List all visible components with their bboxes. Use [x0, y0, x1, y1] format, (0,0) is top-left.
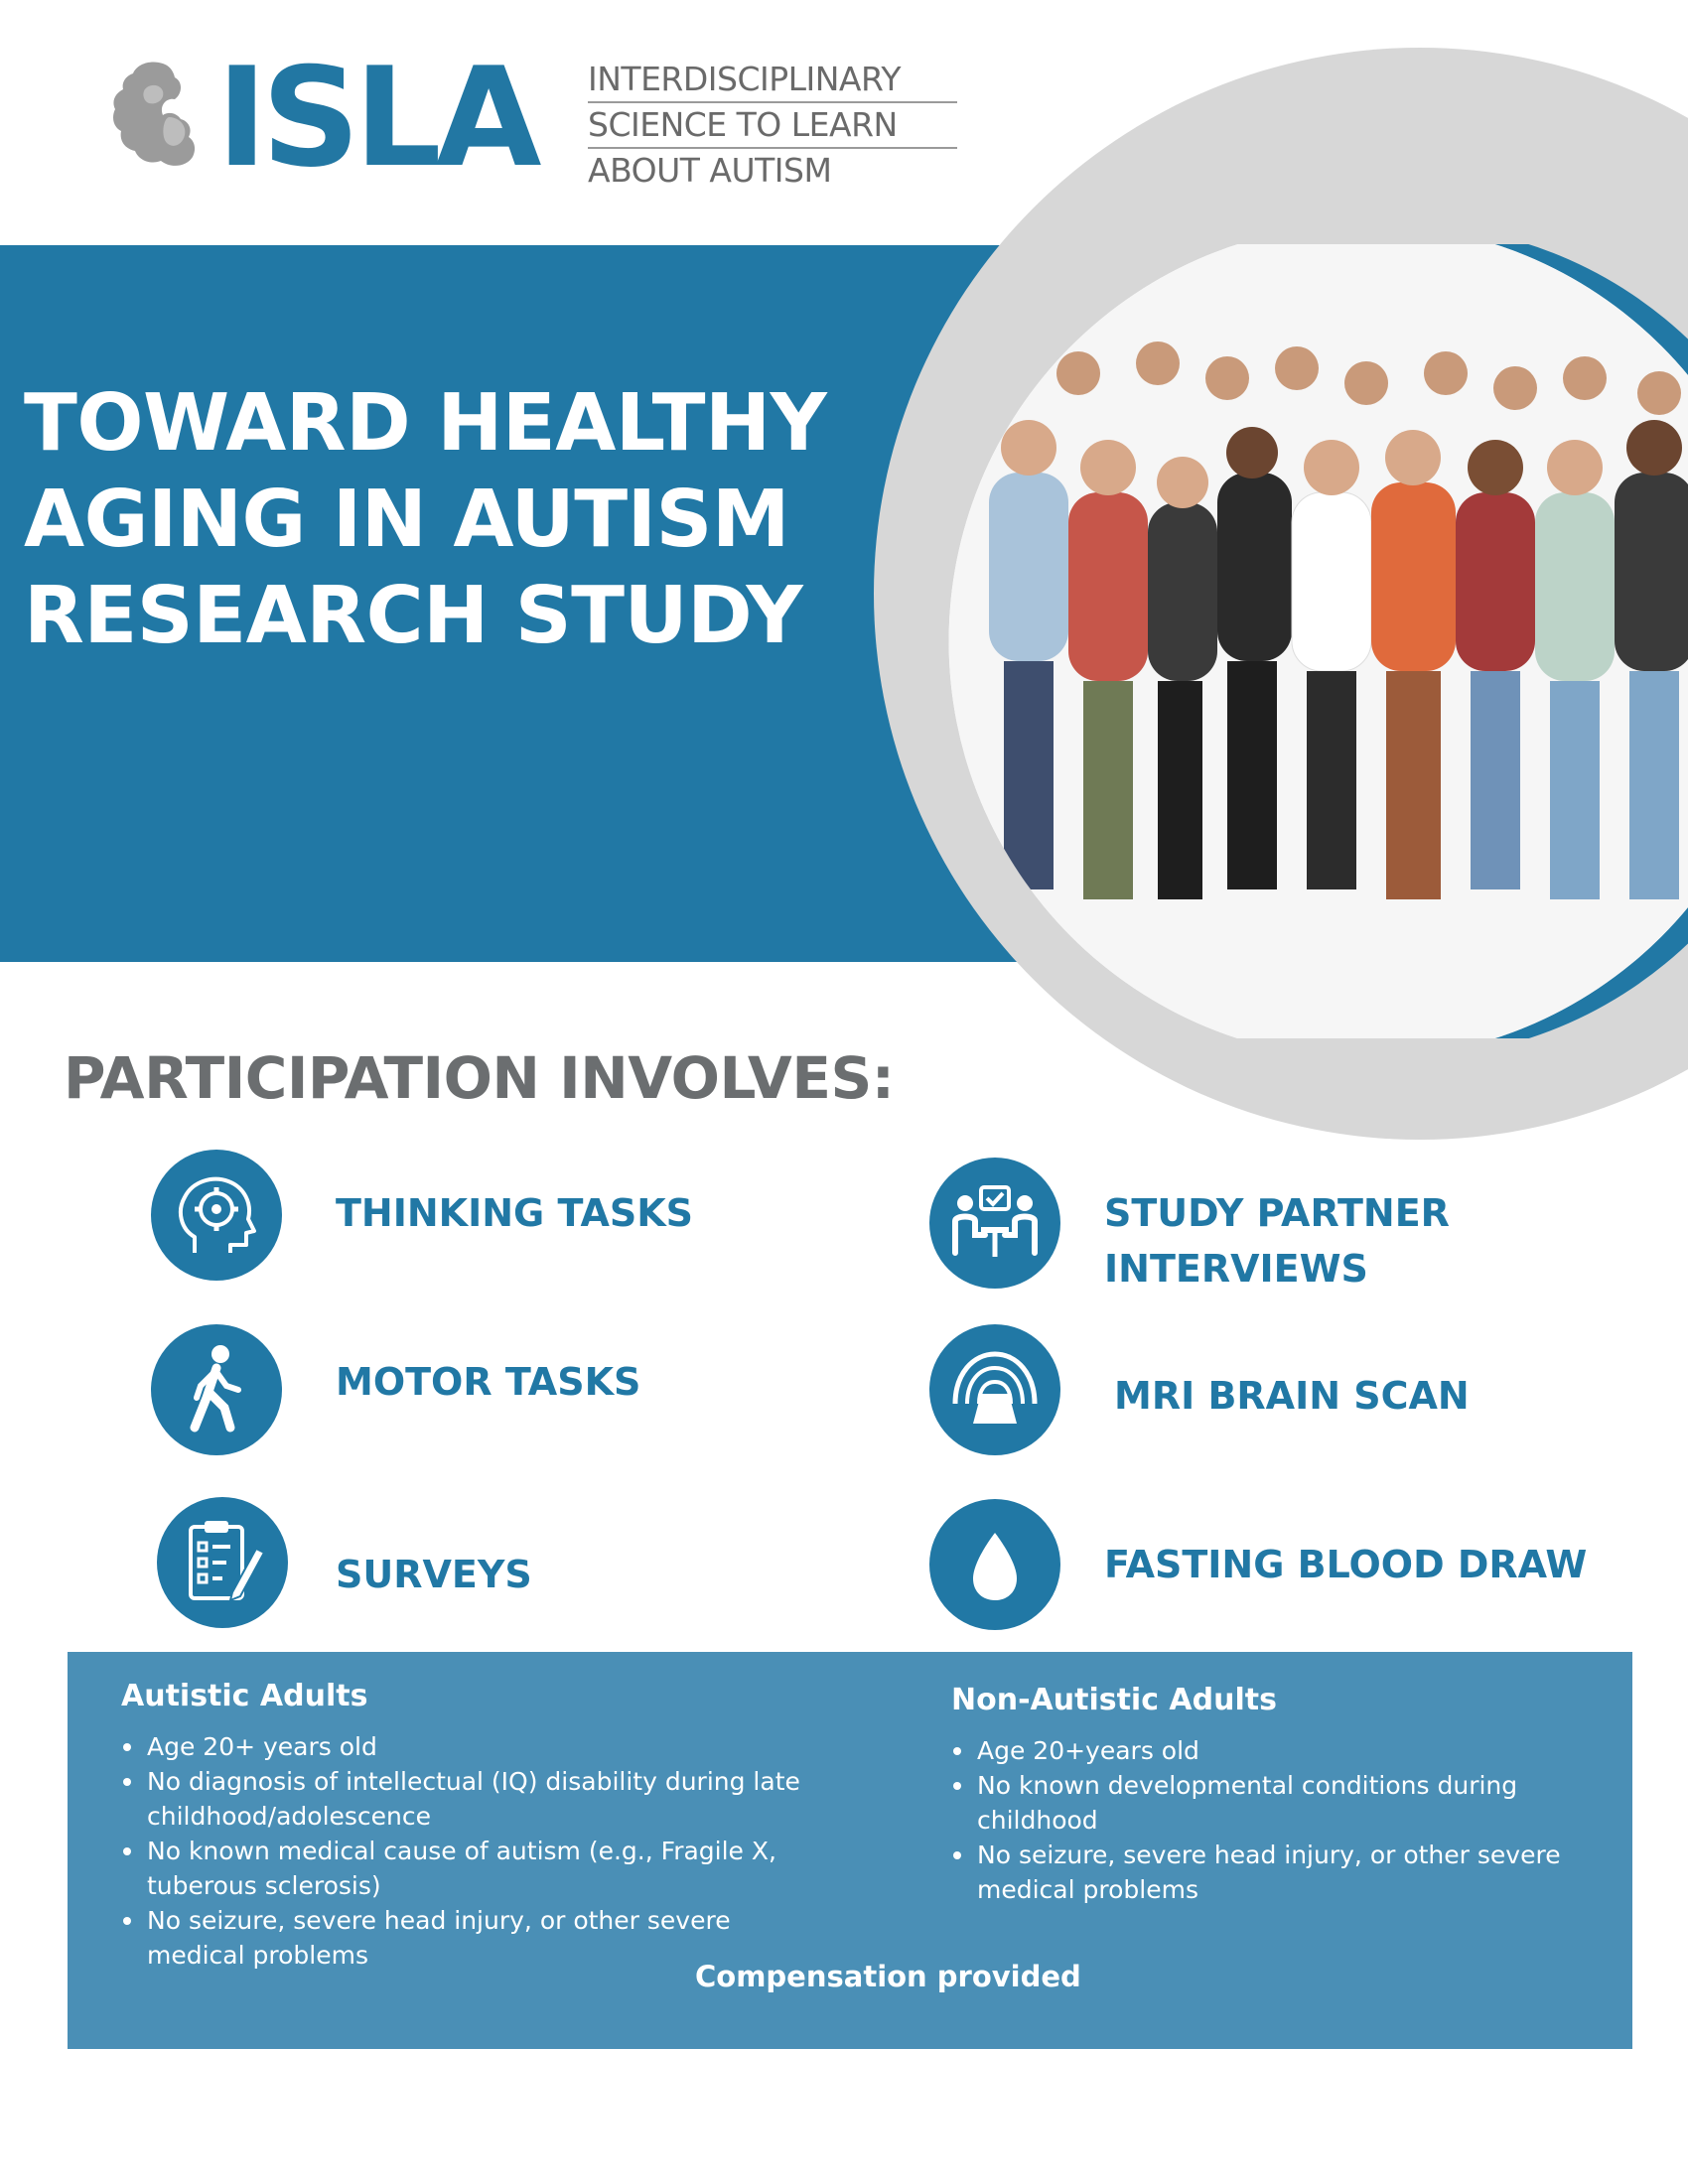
non-autistic-criterion: No known developmental conditions during childhood [951, 1768, 1607, 1838]
tagline-line-2: SCIENCE TO LEARN [588, 103, 957, 149]
tagline-line-3: ABOUT AUTISM [588, 151, 832, 190]
hero-title-line-2: AGING IN AUTISM [24, 474, 790, 565]
mri-scanner-icon [929, 1324, 1060, 1455]
clipboard-icon [157, 1497, 288, 1628]
item-mri-brain-scan [929, 1324, 1624, 1459]
hero-title-line-1: TOWARD HEALTHY [24, 377, 827, 469]
item-label-motor: MOTOR TASKS [336, 1360, 641, 1404]
isla-logo [107, 38, 951, 198]
interview-icon [929, 1158, 1060, 1289]
item-label-mri: MRI BRAIN SCAN [1114, 1374, 1470, 1418]
autistic-criterion: No seizure, severe head injury, or other severe medical problems [121, 1903, 816, 1973]
walking-person-icon [151, 1324, 282, 1455]
compensation-note: Compensation provided [695, 1960, 1081, 1993]
logo-tagline [588, 58, 957, 195]
item-label-surveys: SURVEYS [336, 1553, 532, 1596]
non-autistic-criterion: Age 20+years old [951, 1733, 1607, 1768]
eligibility-box [68, 1652, 1632, 2049]
logo-wordmark: ISLA [216, 38, 536, 198]
item-motor-tasks [151, 1324, 747, 1459]
non-autistic-criteria-list [951, 1733, 1607, 1907]
participation-heading: PARTICIPATION INVOLVES: [64, 1044, 895, 1112]
autistic-heading: Autistic Adults [121, 1679, 368, 1713]
non-autistic-criterion: No seizure, severe head injury, or other severe medical problems [951, 1838, 1607, 1907]
hero-title [24, 375, 898, 664]
item-label-interviews: INTERVIEWS [1104, 1247, 1368, 1291]
item-surveys [157, 1497, 753, 1632]
item-fasting-blood-draw [929, 1499, 1664, 1634]
item-label-thinking: THINKING TASKS [336, 1191, 694, 1235]
blood-drop-icon [929, 1499, 1060, 1630]
autistic-criterion: Age 20+ years old [121, 1729, 816, 1764]
item-thinking-tasks [151, 1150, 747, 1285]
brain-gear-icon [151, 1150, 282, 1281]
logo-mark-icon [107, 58, 216, 187]
autistic-criterion: No known medical cause of autism (e.g., Fragile X, tuberous sclerosis) [121, 1834, 816, 1903]
tagline-line-1: INTERDISCIPLINARY [588, 58, 957, 103]
autistic-criterion: No diagnosis of intellectual (IQ) disability during late childhood/adolescence [121, 1764, 816, 1834]
autistic-column [121, 1676, 816, 1973]
autistic-criteria-list [121, 1729, 816, 1973]
hero-title-line-3: RESEARCH STUDY [24, 570, 803, 661]
non-autistic-column [951, 1680, 1607, 1907]
item-label-study-partner: STUDY PARTNER [1104, 1191, 1450, 1235]
item-study-partner-interviews [929, 1158, 1624, 1293]
item-label-blood: FASTING BLOOD DRAW [1104, 1543, 1588, 1586]
non-autistic-heading: Non-Autistic Adults [951, 1683, 1277, 1717]
